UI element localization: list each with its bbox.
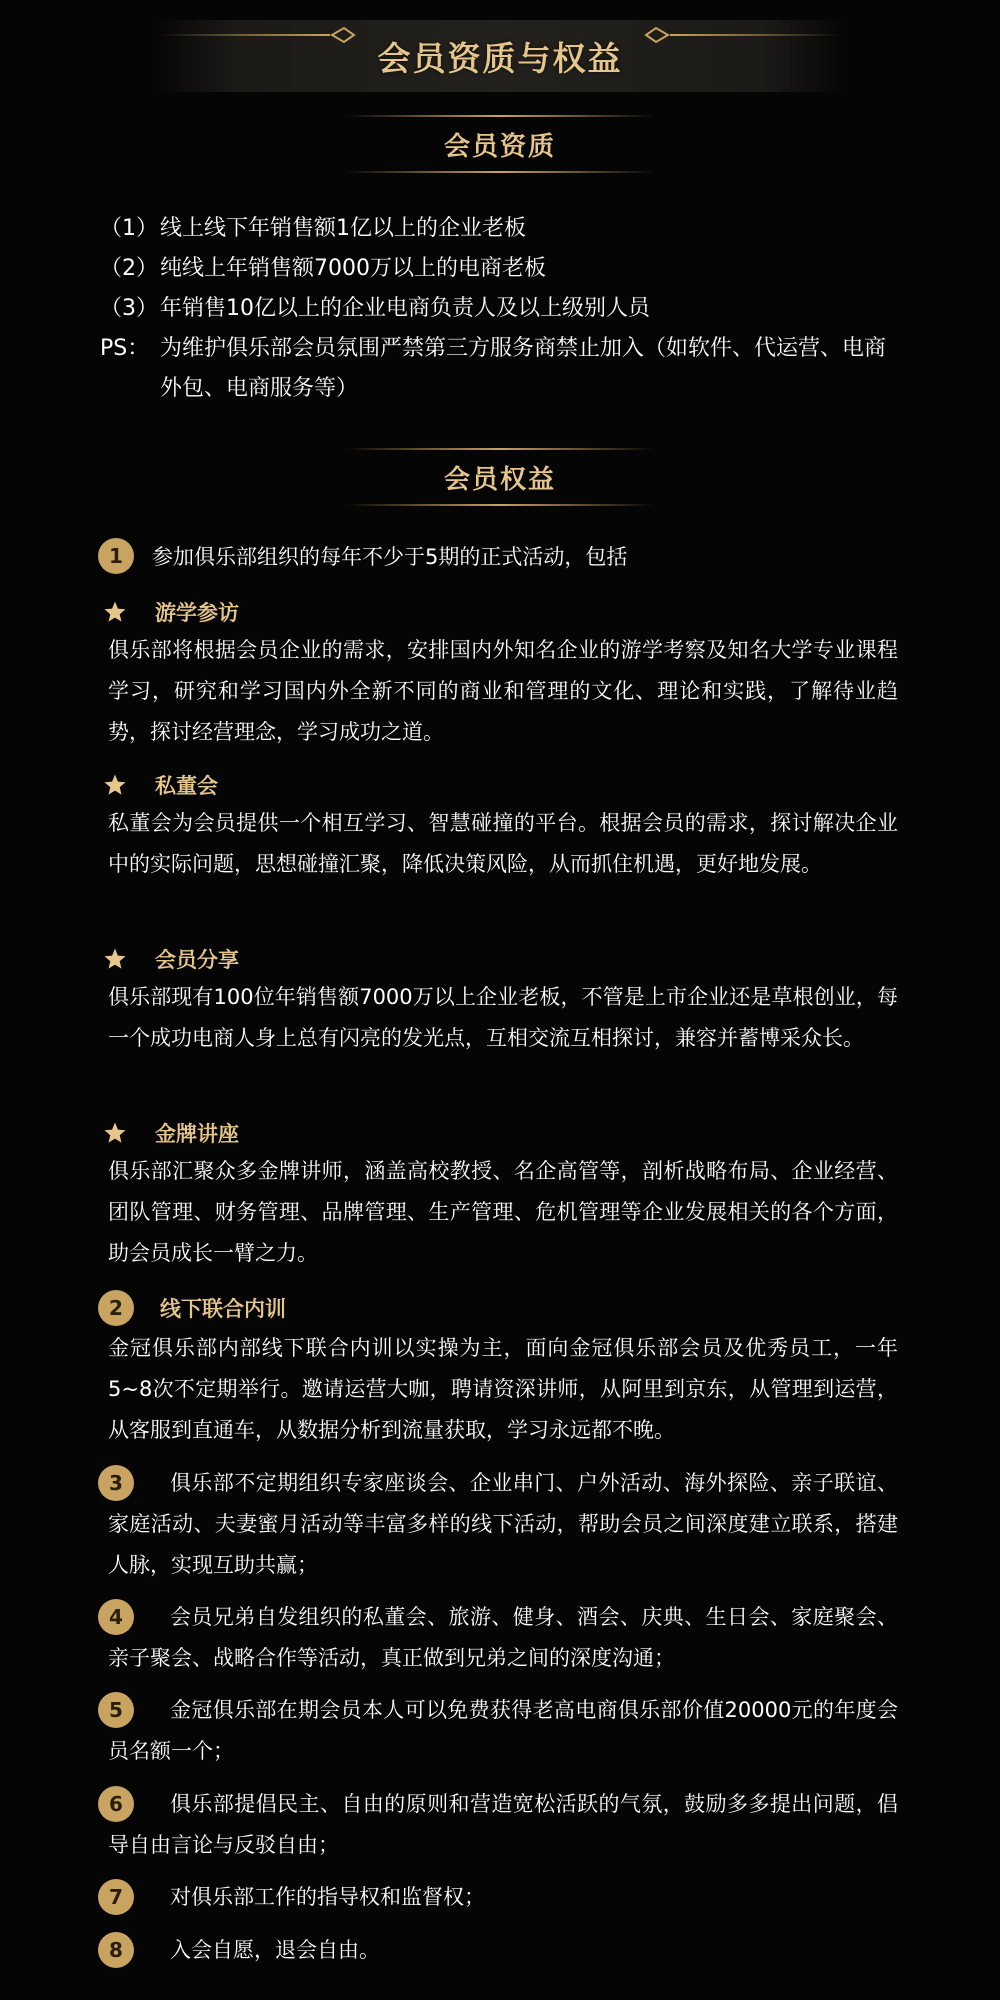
star-icon bbox=[103, 947, 127, 971]
benefit-2-intro bbox=[98, 1290, 286, 1326]
benefit-text: 俱乐部不定期组织专家座谈会、企业串门、户外活动、海外探险、亲子联谊、家庭活动、夫妻蜜月活动等丰富多样的线下活动，帮助会员之间深度建立联系，搭建人脉，实现互助共赢； bbox=[108, 1471, 898, 1577]
number-badge: 4 bbox=[98, 1599, 134, 1635]
star-icon bbox=[103, 600, 127, 624]
sub-heading-gold-lecture bbox=[103, 1118, 239, 1148]
ornament-left-icon bbox=[330, 22, 356, 48]
star-icon bbox=[103, 1121, 127, 1145]
banner-line-right bbox=[670, 34, 840, 36]
number-badge: 8 bbox=[98, 1932, 134, 1968]
benefit-item bbox=[98, 1463, 898, 1586]
qualification-text: 纯线上年销售额7000万以上的电商老板 bbox=[160, 256, 546, 281]
number-badge: 7 bbox=[98, 1879, 134, 1915]
qualification-prefix: （3） bbox=[100, 296, 158, 321]
benefit-item bbox=[98, 1784, 898, 1866]
benefit-item bbox=[98, 1877, 898, 1918]
number-badge: 1 bbox=[98, 538, 134, 574]
sub-heading-private-board bbox=[103, 770, 218, 800]
benefit-1-intro bbox=[98, 538, 627, 574]
number-badge: 5 bbox=[98, 1692, 134, 1728]
sub-paragraph: 俱乐部将根据会员企业的需求，安排国内外知名企业的游学考察及知名大学专业课程学习，研究和学习国内外全新不同的商业和管理的文化、理论和实践，了解待业趋势，探讨经营理念，学习成功之道。 bbox=[108, 638, 898, 744]
title-banner bbox=[155, 20, 845, 92]
number-badge: 3 bbox=[98, 1465, 134, 1501]
benefit-text: 会员兄弟自发组织的私董会、旅游、健身、酒会、庆典、生日会、家庭聚会、亲子聚会、战略合作等活动，真正做到兄弟之间的深度沟通； bbox=[108, 1605, 898, 1670]
note-text: 为维护俱乐部会员氛围严禁第三方服务商禁止加入（如软件、代运营、电商外包、电商服务等） bbox=[160, 336, 887, 401]
qualification-note bbox=[100, 329, 900, 409]
benefit-text: 金冠俱乐部在期会员本人可以免费获得老高电商俱乐部价值20000元的年度会员名额一个； bbox=[108, 1698, 898, 1763]
sub-paragraph: 私董会为会员提供一个相互学习、智慧碰撞的平台。根据会员的需求，探讨解决企业中的实际问题，思想碰撞汇聚，降低决策风险，从而抓住机遇，更好地发展。 bbox=[108, 811, 898, 876]
benefit-text: 入会自愿，退会自由。 bbox=[170, 1938, 380, 1962]
benefit-item bbox=[98, 1597, 898, 1679]
qualification-prefix: （1） bbox=[100, 216, 158, 241]
qualification-title: 会员资质 bbox=[443, 131, 556, 162]
sub-title: 私董会 bbox=[155, 774, 218, 798]
ornament-right-icon bbox=[644, 22, 670, 48]
benefit-2-title: 线下联合内训 bbox=[160, 1297, 286, 1321]
sub-heading-study-tour bbox=[103, 597, 239, 627]
qualification-text: 年销售10亿以上的企业电商负责人及以上级别人员 bbox=[160, 296, 650, 321]
benefit-1-text: 参加俱乐部组织的每年不少于5期的正式活动，包括 bbox=[152, 545, 628, 569]
number-badge: 6 bbox=[98, 1786, 134, 1822]
benefit-item bbox=[98, 1690, 898, 1772]
benefits-title: 会员权益 bbox=[443, 464, 556, 495]
qualification-list bbox=[100, 209, 900, 409]
qualification-item bbox=[100, 289, 900, 329]
benefit-text: 俱乐部提倡民主、自由的原则和营造宽松活跃的气氛，鼓励多多提出问题，倡导自由言论与反驳自由； bbox=[108, 1792, 898, 1857]
sub-paragraph: 俱乐部现有100位年销售额7000万以上企业老板，不管是上市企业还是草根创业，每一个成功电商人身上总有闪亮的发光点，互相交流互相探讨，兼容并蓄博采众长。 bbox=[108, 985, 898, 1050]
sub-title: 会员分享 bbox=[155, 948, 239, 972]
benefits-header bbox=[345, 448, 655, 506]
number-badge: 2 bbox=[98, 1290, 134, 1326]
qualification-item bbox=[100, 249, 900, 289]
note-prefix: PS： bbox=[100, 336, 150, 361]
qualification-item bbox=[100, 209, 900, 249]
benefit-2-paragraph: 金冠俱乐部内部线下联合内训以实操为主，面向金冠俱乐部会员及优秀员工，一年5~8次不定期举行。邀请运营大咖，聘请资深讲师，从阿里到京东，从管理到运营，从客服到直通车，从数据分析到流量获取，学习永远都不晚。 bbox=[108, 1336, 898, 1442]
page-title: 会员资质与权益 bbox=[377, 38, 623, 78]
qualification-header bbox=[345, 115, 655, 173]
qualification-text: 线上线下年销售额1亿以上的企业老板 bbox=[160, 216, 526, 241]
star-icon bbox=[103, 773, 127, 797]
banner-line-left bbox=[160, 34, 330, 36]
sub-paragraph: 俱乐部汇聚众多金牌讲师，涵盖高校教授、名企高管等，剖析战略布局、企业经营、团队管理、财务管理、品牌管理、生产管理、危机管理等企业发展相关的各个方面，助会员成长一臂之力。 bbox=[108, 1159, 898, 1265]
sub-title: 游学参访 bbox=[155, 601, 239, 625]
qualification-prefix: （2） bbox=[100, 256, 158, 281]
sub-heading-member-sharing bbox=[103, 944, 239, 974]
benefit-text: 对俱乐部工作的指导权和监督权； bbox=[170, 1885, 485, 1909]
benefit-item bbox=[98, 1930, 898, 1971]
sub-title: 金牌讲座 bbox=[155, 1122, 239, 1146]
